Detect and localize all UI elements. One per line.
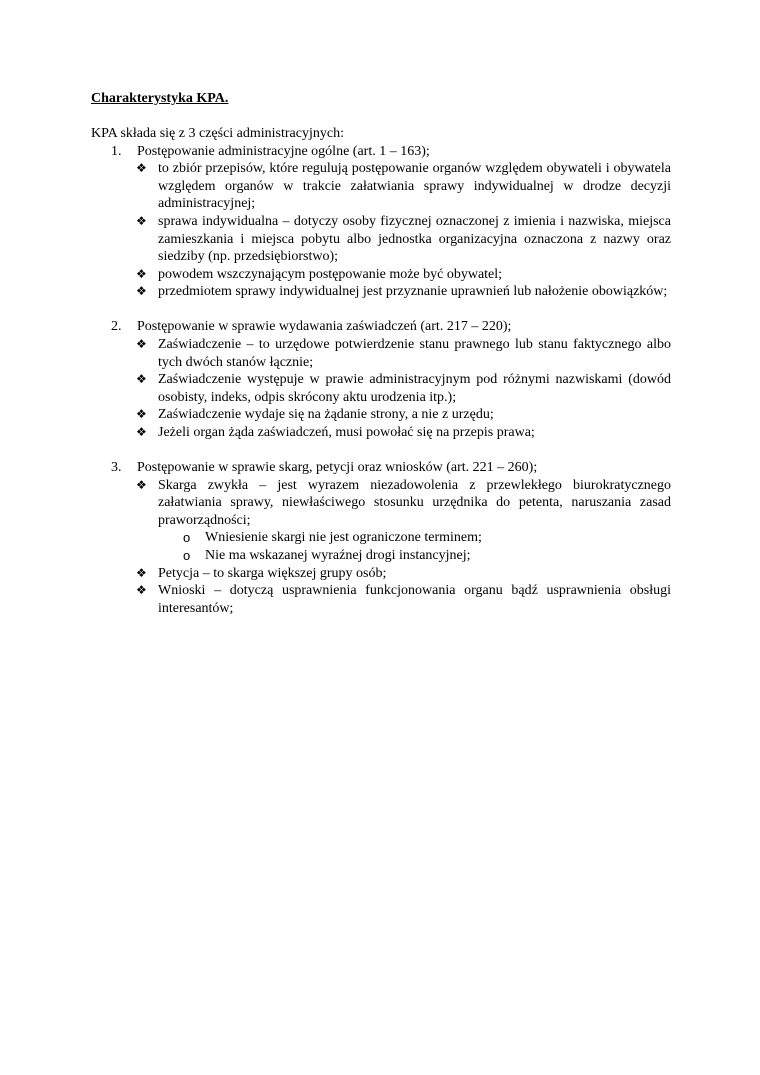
list-item (136, 266, 671, 284)
diamond-bullet-icon: ❖ (136, 213, 147, 228)
list-item-text: Jeżeli organ żąda zaświadczeń, musi powołać się na przepis prawa; (158, 425, 535, 440)
section-heading (91, 143, 671, 161)
diamond-bullet-icon: ❖ (136, 337, 147, 352)
list-item-text: Wnioski – dotyczą usprawnienia funkcjonowania organu bądź usprawnienia obsługi interesantów; (158, 583, 671, 616)
section-1 (91, 143, 671, 301)
list-item (136, 336, 671, 371)
list-item (136, 160, 671, 213)
diamond-bullet-icon: ❖ (136, 407, 147, 422)
list-item (136, 406, 671, 424)
circle-bullet-icon: o (183, 530, 191, 546)
list-item-text: Zaświadczenie wydaje się na żądanie strony, a nie z urzędu; (158, 407, 494, 423)
list-item-text: sprawa indywidualna – dotyczy osoby fizycznej oznaczonej z imienia i nazwiska, miejsca zamieszkania i miejsca pobytu albo jednostka organizacyjna oznaczona z nazwy oraz siedziby (np. przedsiębiorstwo); (158, 213, 671, 265)
list-item (136, 283, 671, 301)
document-title: Charakterystyka KPA. (91, 91, 229, 106)
list-item-text: Zaświadczenie występuje w prawie administracyjnym pod różnymi nazwiskami (dowód osobisty, indeks, odpis skrócony aktu urodzenia itp.); (158, 372, 671, 405)
section-heading-text: Postępowanie w sprawie wydawania zaświadczeń (art. 217 – 220); (137, 319, 512, 335)
circle-bullet-icon: o (183, 548, 191, 564)
diamond-bullet-icon: ❖ (136, 583, 147, 598)
list-item (136, 477, 671, 530)
sub-list-item-text: Wniesienie skargi nie jest ograniczone terminem; (205, 530, 482, 546)
section-heading-text: Postępowanie administracyjne ogólne (art. 1 – 163); (137, 143, 430, 159)
intro-text: KPA składa się z 3 części administracyjnych: (91, 126, 344, 141)
list-item (136, 582, 671, 617)
sub-list-item (183, 529, 671, 547)
diamond-bullet-icon: ❖ (136, 565, 147, 580)
list-item (136, 424, 671, 442)
diamond-bullet-icon: ❖ (136, 161, 147, 176)
section-heading (91, 459, 671, 477)
list-item (136, 213, 671, 266)
diamond-bullet-icon: ❖ (136, 372, 147, 387)
diamond-bullet-icon: ❖ (136, 266, 147, 281)
sub-list-item (183, 547, 671, 565)
diamond-bullet-icon: ❖ (136, 284, 147, 299)
list-item-text: Zaświadczenie – to urzędowe potwierdzenie stanu prawnego lub stanu faktycznego albo tych dwóch stanów łącznie; (158, 337, 671, 370)
diamond-bullet-icon: ❖ (136, 477, 147, 492)
list-item (136, 565, 671, 583)
list-item-text: powodem wszczynającym postępowanie może być obywatel; (158, 266, 503, 282)
section-heading (91, 318, 671, 336)
sub-list-item-text: Nie ma wskazanej wyraźnej drogi instancyjnej; (205, 548, 471, 564)
list-item-text: Skarga zwykła – jest wyrazem niezadowolenia z przewlekłego biurokratycznego załatwiania sprawy, niewłaściwego stosunku urzędnika do petenta, naruszania zasad praworządności; (158, 477, 671, 528)
list-item-text: przedmiotem sprawy indywidualnej jest przyznanie uprawnień lub nałożenie obowiązków; (158, 284, 668, 300)
list-item-text: Petycja – to skarga większej grupy osób; (158, 565, 387, 581)
section-number: 3. (111, 460, 122, 476)
section-heading-text: Postępowanie w sprawie skarg, petycji oraz wniosków (art. 221 – 260); (137, 460, 538, 476)
section-2 (91, 318, 671, 441)
diamond-bullet-icon: ❖ (136, 425, 147, 439)
section-number: 2. (111, 319, 122, 335)
list-item-text: to zbiór przepisów, które regulują postępowanie organów względem obywateli i obywatela względem organów w trakcie załatwiania sprawy indywidualnej w drodze decyzji administracyjnej; (158, 161, 671, 212)
document-page (91, 90, 671, 635)
section-3 (91, 459, 671, 617)
list-item (136, 371, 671, 406)
section-number: 1. (111, 143, 122, 159)
